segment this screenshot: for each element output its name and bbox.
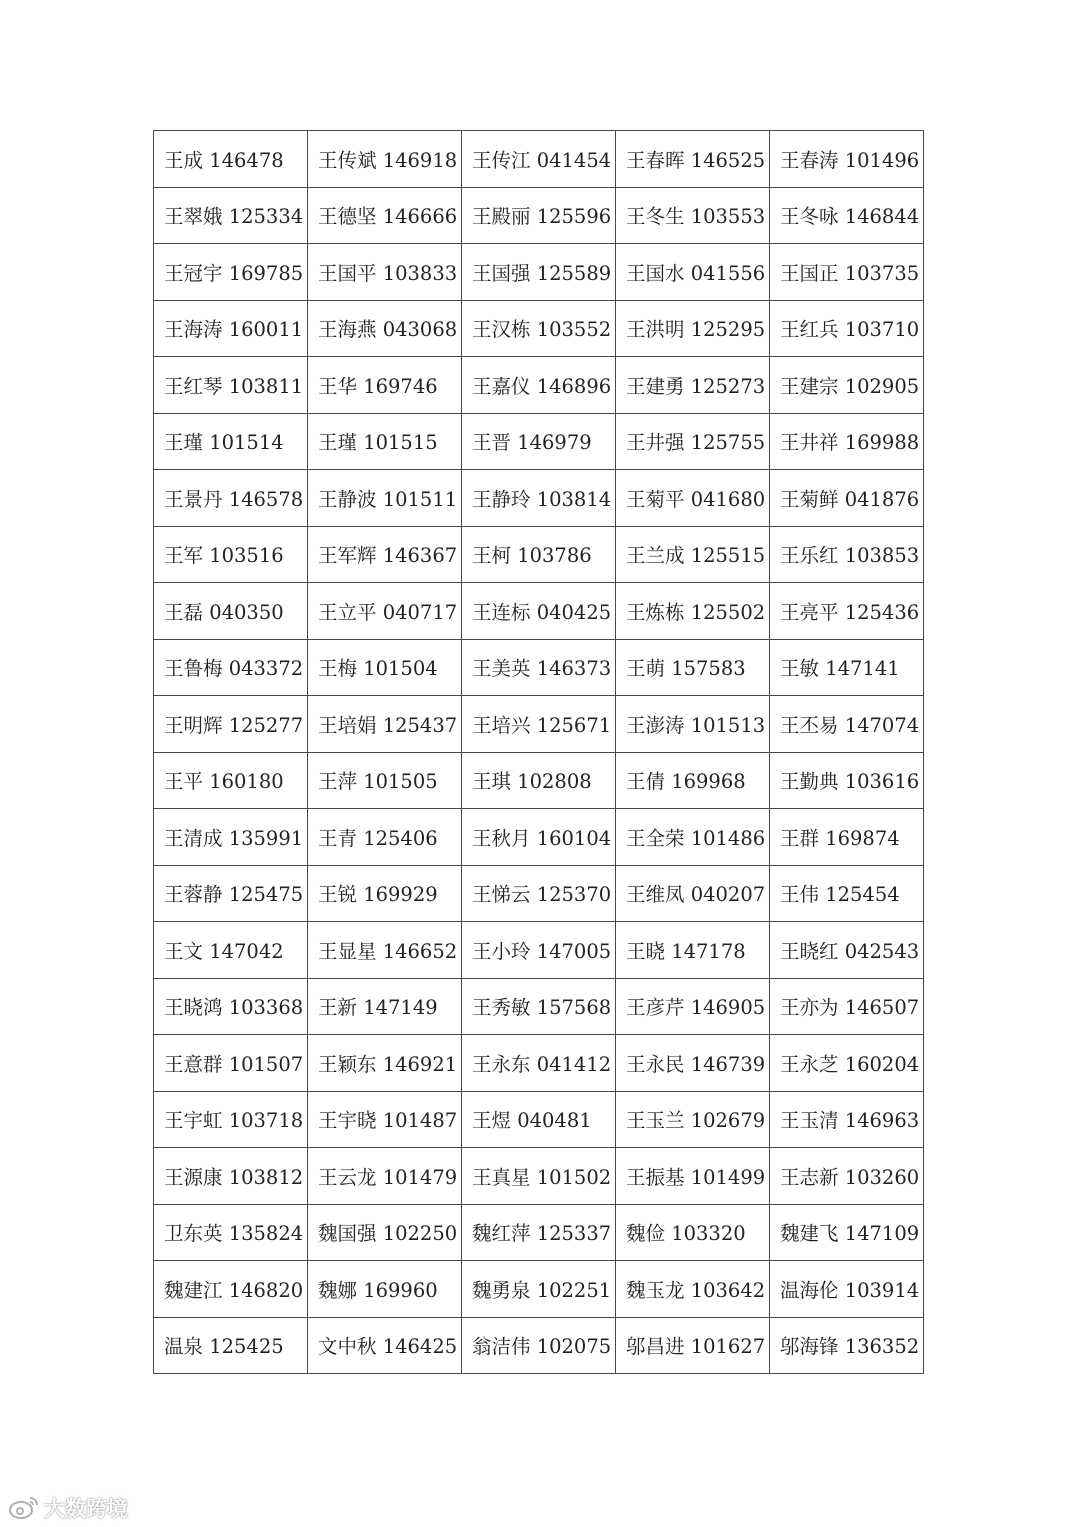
- table-cell: 魏娜 169960: [308, 1261, 462, 1318]
- table-cell: 魏建江 146820: [154, 1261, 308, 1318]
- table-cell: 王菊平 041680: [616, 470, 770, 527]
- table-row: [154, 865, 924, 922]
- table-row: [154, 752, 924, 809]
- table-cell: 王群 169874: [770, 809, 924, 866]
- table-cell: 王云龙 101479: [308, 1148, 462, 1205]
- table-cell: 王磊 040350: [154, 583, 308, 640]
- table-row: [154, 470, 924, 527]
- table-cell: 王永东 041412: [462, 1035, 616, 1092]
- table-cell: 王源康 103812: [154, 1148, 308, 1205]
- table-row: [154, 1148, 924, 1205]
- table-cell: 王萌 157583: [616, 639, 770, 696]
- table-cell: 王梅 101504: [308, 639, 462, 696]
- table-cell: 王德坚 146666: [308, 187, 462, 244]
- table-cell: 王青 125406: [308, 809, 462, 866]
- table-cell: 王静玲 103814: [462, 470, 616, 527]
- table-cell: 王颖东 146921: [308, 1035, 462, 1092]
- table-cell: 王建宗 102905: [770, 357, 924, 414]
- table-row: [154, 696, 924, 753]
- table-cell: 王振基 101499: [616, 1148, 770, 1205]
- table-cell: 王景丹 146578: [154, 470, 308, 527]
- table-cell: 王殿丽 125596: [462, 187, 616, 244]
- table-cell: 王连标 040425: [462, 583, 616, 640]
- table-cell: 王立平 040717: [308, 583, 462, 640]
- table-cell: 王培兴 125671: [462, 696, 616, 753]
- table-cell: 王春晖 146525: [616, 131, 770, 188]
- table-cell: 王丕易 147074: [770, 696, 924, 753]
- table-cell: 王军 103516: [154, 526, 308, 583]
- table-cell: 王嘉仪 146896: [462, 357, 616, 414]
- table-cell: 王冬咏 146844: [770, 187, 924, 244]
- table-row: [154, 1091, 924, 1148]
- table-cell: 魏勇泉 102251: [462, 1261, 616, 1318]
- table-cell: 王汉栋 103552: [462, 300, 616, 357]
- table-body: [154, 131, 924, 1374]
- table-cell: 王晓 147178: [616, 922, 770, 979]
- table-cell: 王春涛 101496: [770, 131, 924, 188]
- table-cell: 王悌云 125370: [462, 865, 616, 922]
- table-cell: 王鲁梅 043372: [154, 639, 308, 696]
- table-cell: 王成 146478: [154, 131, 308, 188]
- table-cell: 王平 160180: [154, 752, 308, 809]
- table-cell: 王敏 147141: [770, 639, 924, 696]
- table-cell: 卫东英 135824: [154, 1204, 308, 1261]
- table-cell: 王亮平 125436: [770, 583, 924, 640]
- table-cell: 王海涛 160011: [154, 300, 308, 357]
- table-cell: 王锐 169929: [308, 865, 462, 922]
- table-cell: 邬昌进 101627: [616, 1317, 770, 1374]
- table-cell: 王永芝 160204: [770, 1035, 924, 1092]
- table-cell: 王永民 146739: [616, 1035, 770, 1092]
- table-cell: 王小玲 147005: [462, 922, 616, 979]
- table-cell: 王真星 101502: [462, 1148, 616, 1205]
- table-cell: 王澎涛 101513: [616, 696, 770, 753]
- table-row: [154, 1204, 924, 1261]
- watermark: [8, 1493, 128, 1523]
- table-row: [154, 357, 924, 414]
- table-row: [154, 1035, 924, 1092]
- watermark-text: 大数跨境: [44, 1497, 128, 1521]
- table-cell: 王晓鸿 103368: [154, 978, 308, 1035]
- weibo-logo-icon: [8, 1495, 40, 1521]
- table-cell: 王红琴 103811: [154, 357, 308, 414]
- table-cell: 文中秋 146425: [308, 1317, 462, 1374]
- table-cell: 王传斌 146918: [308, 131, 462, 188]
- table-cell: 王蓉静 125475: [154, 865, 308, 922]
- table-cell: 王勤典 103616: [770, 752, 924, 809]
- table-cell: 王国平 103833: [308, 244, 462, 301]
- table-cell: 王志新 103260: [770, 1148, 924, 1205]
- table-cell: 王煜 040481: [462, 1091, 616, 1148]
- table-cell: 王宇晓 101487: [308, 1091, 462, 1148]
- table-cell: 王倩 169968: [616, 752, 770, 809]
- table-cell: 王玉清 146963: [770, 1091, 924, 1148]
- table-cell: 王萍 101505: [308, 752, 462, 809]
- table-cell: 王维凤 040207: [616, 865, 770, 922]
- table-cell: 王冠宇 169785: [154, 244, 308, 301]
- table-cell: 魏玉龙 103642: [616, 1261, 770, 1318]
- table-row: [154, 131, 924, 188]
- table-cell: 翁洁伟 102075: [462, 1317, 616, 1374]
- table-cell: 王国强 125589: [462, 244, 616, 301]
- table-cell: 王炼栋 125502: [616, 583, 770, 640]
- table-cell: 王清成 135991: [154, 809, 308, 866]
- table-row: [154, 639, 924, 696]
- table-cell: 王明辉 125277: [154, 696, 308, 753]
- table-cell: 王菊鲜 041876: [770, 470, 924, 527]
- table-cell: 王瑾 101514: [154, 413, 308, 470]
- table-cell: 王海燕 043068: [308, 300, 462, 357]
- table-row: [154, 244, 924, 301]
- table-cell: 王彦芹 146905: [616, 978, 770, 1035]
- table-row: [154, 300, 924, 357]
- table-cell: 魏红萍 125337: [462, 1204, 616, 1261]
- table-cell: 王宇虹 103718: [154, 1091, 308, 1148]
- table-cell: 王红兵 103710: [770, 300, 924, 357]
- name-list-table: [153, 130, 924, 1374]
- table-row: [154, 809, 924, 866]
- table-cell: 王秋月 160104: [462, 809, 616, 866]
- table-cell: 王井强 125755: [616, 413, 770, 470]
- table-cell: 王兰成 125515: [616, 526, 770, 583]
- table-row: [154, 1317, 924, 1374]
- table-cell: 王显星 146652: [308, 922, 462, 979]
- table-cell: 王亦为 146507: [770, 978, 924, 1035]
- table-row: [154, 187, 924, 244]
- table-row: [154, 413, 924, 470]
- table-cell: 王洪明 125295: [616, 300, 770, 357]
- table-cell: 王国水 041556: [616, 244, 770, 301]
- table-row: [154, 526, 924, 583]
- table-cell: 王冬生 103553: [616, 187, 770, 244]
- table-cell: 王文 147042: [154, 922, 308, 979]
- table-cell: 王国正 103735: [770, 244, 924, 301]
- table-row: [154, 922, 924, 979]
- table-cell: 魏建飞 147109: [770, 1204, 924, 1261]
- table-cell: 魏俭 103320: [616, 1204, 770, 1261]
- table-cell: 王美英 146373: [462, 639, 616, 696]
- table-cell: 魏国强 102250: [308, 1204, 462, 1261]
- table-cell: 王晓红 042543: [770, 922, 924, 979]
- table-cell: 邬海锋 136352: [770, 1317, 924, 1374]
- table-cell: 王华 169746: [308, 357, 462, 414]
- table-cell: 王意群 101507: [154, 1035, 308, 1092]
- table-row: [154, 1261, 924, 1318]
- table-cell: 王井祥 169988: [770, 413, 924, 470]
- table-cell: 王传江 041454: [462, 131, 616, 188]
- table-cell: 王静波 101511: [308, 470, 462, 527]
- table-cell: 王琪 102808: [462, 752, 616, 809]
- table-row: [154, 583, 924, 640]
- table-cell: 王培娟 125437: [308, 696, 462, 753]
- table-cell: 温泉 125425: [154, 1317, 308, 1374]
- table-cell: 王秀敏 157568: [462, 978, 616, 1035]
- table-row: [154, 978, 924, 1035]
- table-cell: 王翠娥 125334: [154, 187, 308, 244]
- table-cell: 王乐红 103853: [770, 526, 924, 583]
- table-cell: 王瑾 101515: [308, 413, 462, 470]
- table-cell: 王玉兰 102679: [616, 1091, 770, 1148]
- table-cell: 王军辉 146367: [308, 526, 462, 583]
- table-cell: 王新 147149: [308, 978, 462, 1035]
- table-cell: 王建勇 125273: [616, 357, 770, 414]
- table-cell: 王柯 103786: [462, 526, 616, 583]
- table-cell: 王晋 146979: [462, 413, 616, 470]
- table-cell: 王全荣 101486: [616, 809, 770, 866]
- table-cell: 王伟 125454: [770, 865, 924, 922]
- table-cell: 温海伦 103914: [770, 1261, 924, 1318]
